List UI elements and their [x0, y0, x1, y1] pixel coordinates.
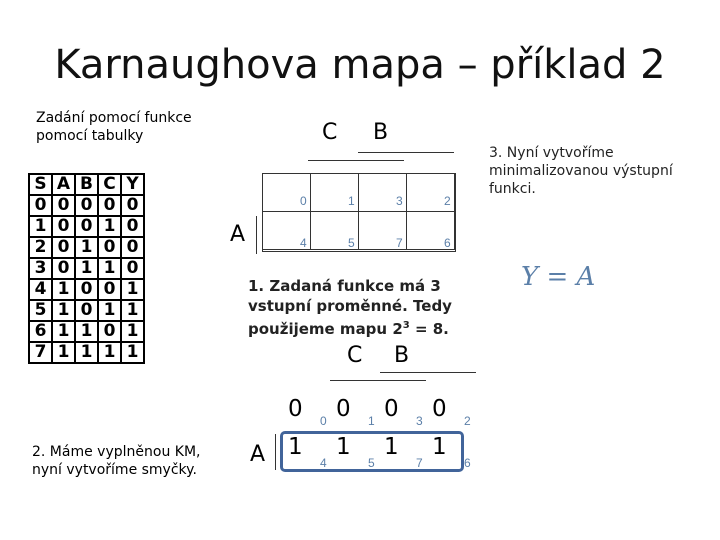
- cell-index: 6: [444, 236, 451, 250]
- cell: 1: [75, 321, 98, 342]
- header-y: Y: [121, 174, 144, 195]
- cell: 0: [52, 258, 75, 279]
- cell: 1: [52, 300, 75, 321]
- header-s: S: [29, 174, 52, 195]
- step1-line1: 1. Zadaná funkce má 3: [248, 277, 441, 295]
- step3-note: 3. Nyní vytvoříme minimalizovanou výstupní funkci.: [489, 145, 673, 197]
- truth-table: [28, 173, 145, 364]
- cell-index: 5: [368, 456, 375, 470]
- kmap-cell: [359, 174, 407, 212]
- step1-note: [248, 276, 452, 339]
- kmap-bottom-b-bar: [380, 372, 476, 373]
- cell: 0: [121, 258, 144, 279]
- kmap-value: 0: [288, 396, 303, 422]
- kmap-cell: [263, 212, 311, 250]
- kmap-value: 1: [384, 434, 399, 460]
- kmap-cell: [407, 212, 455, 250]
- cell: 0: [98, 237, 121, 258]
- header-b: B: [75, 174, 98, 195]
- header-c: C: [98, 174, 121, 195]
- table-row: [29, 237, 144, 258]
- kmap-value: 1: [336, 434, 351, 460]
- step2-note: 2. Máme vyplněnou KM, nyní vytvoříme smyčky.: [32, 444, 201, 478]
- kmap-top-b-bar: [358, 152, 454, 153]
- cell-index: 3: [396, 194, 403, 208]
- cell-index: 7: [416, 456, 423, 470]
- table-row: [29, 300, 144, 321]
- cell: 1: [75, 237, 98, 258]
- kmap-bottom-var-a: A: [250, 442, 266, 467]
- kmap-top-grid: [262, 173, 456, 252]
- cell-index: 6: [464, 456, 471, 470]
- result-formula: [521, 262, 595, 292]
- cell-index: 5: [348, 236, 355, 250]
- cell: 1: [75, 342, 98, 363]
- step1-line2: vstupní proměnné. Tedy: [248, 297, 452, 315]
- table-row: [29, 342, 144, 363]
- cell: 1: [52, 342, 75, 363]
- cell-index: 1: [348, 194, 355, 208]
- cell-index: 4: [300, 236, 307, 250]
- kmap-value: 1: [432, 434, 447, 460]
- cell: 0: [52, 195, 75, 216]
- cell: 0: [121, 195, 144, 216]
- truth-table-header-row: [29, 174, 144, 195]
- cell: 0: [75, 216, 98, 237]
- cell: 0: [75, 195, 98, 216]
- table-row: [29, 321, 144, 342]
- result-lhs: Y: [521, 262, 539, 292]
- cell: 1: [29, 216, 52, 237]
- cell-index: 2: [464, 414, 471, 428]
- kmap-cell: [311, 174, 359, 212]
- result-rhs: A: [576, 262, 596, 292]
- kmap-top-var-a: A: [230, 222, 246, 247]
- cell: 1: [98, 342, 121, 363]
- cell-index: 0: [300, 194, 307, 208]
- cell: 6: [29, 321, 52, 342]
- cell: 1: [121, 342, 144, 363]
- kmap-top-c-bar: [308, 160, 404, 161]
- step1-line3-text: použijeme mapu 2: [248, 320, 403, 338]
- step1-tail: = 8.: [409, 320, 449, 338]
- cell-index: 4: [320, 456, 327, 470]
- step1-line3: [248, 316, 452, 339]
- cell: 1: [121, 321, 144, 342]
- kmap-cell: [407, 174, 455, 212]
- cell: 1: [121, 279, 144, 300]
- kmap-bottom-var-b: B: [394, 343, 410, 368]
- table-row: [29, 279, 144, 300]
- cell-index: 0: [320, 414, 327, 428]
- cell-index: 3: [416, 414, 423, 428]
- header-a: A: [52, 174, 75, 195]
- cell-index: 1: [368, 414, 375, 428]
- cell: 0: [75, 300, 98, 321]
- cell: 1: [98, 258, 121, 279]
- cell: 1: [98, 216, 121, 237]
- kmap-bottom-c-bar: [330, 380, 426, 381]
- cell: 0: [52, 237, 75, 258]
- cell: 3: [29, 258, 52, 279]
- kmap-value: 1: [288, 434, 303, 460]
- table-row: [29, 195, 144, 216]
- cell: 2: [29, 237, 52, 258]
- result-eq: =: [546, 262, 569, 292]
- cell: 0: [29, 195, 52, 216]
- spec-note: Zadání pomocí funkce pomocí tabulky: [36, 110, 192, 144]
- cell: 5: [29, 300, 52, 321]
- kmap-bottom-a-bar: [275, 434, 276, 470]
- cell: 0: [98, 279, 121, 300]
- cell-index: 7: [396, 236, 403, 250]
- cell: 0: [75, 279, 98, 300]
- cell: 1: [75, 258, 98, 279]
- kmap-cell: [359, 212, 407, 250]
- kmap-cell: [311, 212, 359, 250]
- kmap-value: 0: [336, 396, 351, 422]
- cell: 0: [121, 216, 144, 237]
- cell: 0: [121, 237, 144, 258]
- step1-exponent: 3: [402, 320, 410, 331]
- kmap-top-a-bar: [256, 216, 257, 254]
- kmap-value: 0: [432, 396, 447, 422]
- kmap-bottom-var-c: C: [347, 343, 363, 368]
- table-row: [29, 258, 144, 279]
- kmap-top-var-b: B: [373, 120, 389, 145]
- cell: 1: [98, 300, 121, 321]
- kmap-top-var-c: C: [322, 120, 338, 145]
- cell: 0: [98, 321, 121, 342]
- cell: 1: [121, 300, 144, 321]
- table-row: [29, 216, 144, 237]
- cell: 0: [52, 216, 75, 237]
- kmap-value: 0: [384, 396, 399, 422]
- cell: 1: [52, 321, 75, 342]
- cell: 0: [98, 195, 121, 216]
- cell: 1: [52, 279, 75, 300]
- cell: 4: [29, 279, 52, 300]
- minimization-loop: [280, 431, 464, 472]
- cell-index: 2: [444, 194, 451, 208]
- kmap-cell: [263, 174, 311, 212]
- cell: 7: [29, 342, 52, 363]
- slide-title: Karnaughova mapa – příklad 2: [54, 42, 666, 88]
